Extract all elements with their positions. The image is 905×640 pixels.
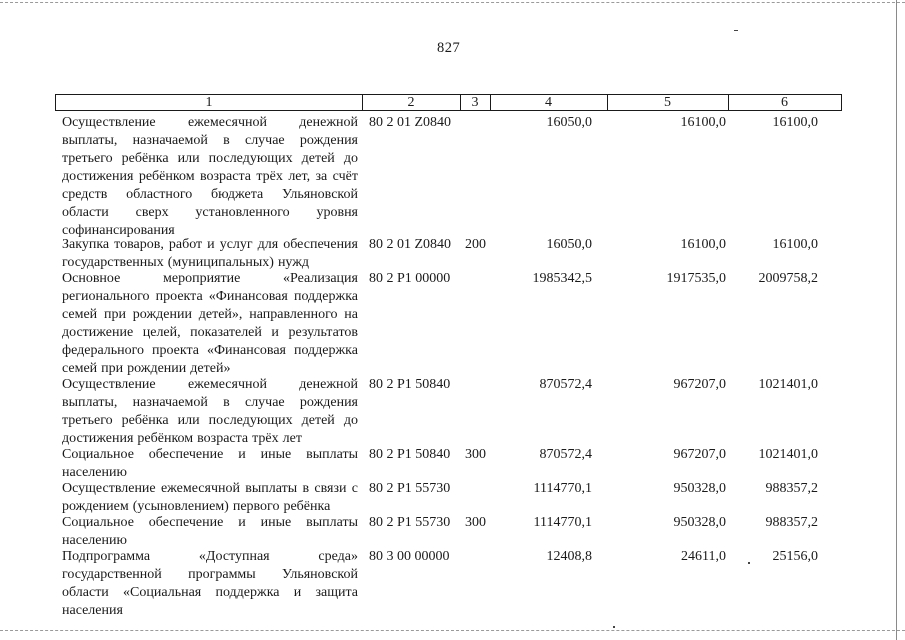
row-type: 300 [465, 515, 486, 530]
row-description: Социальное обеспечение и иные выплаты населению [62, 447, 358, 480]
row-value-col4: 870572,4 [539, 447, 592, 462]
row-description: Осуществление ежемесячной денежной выплаты, назначаемой в случае рождения третьего ребёнка или последующих детей до достижения ребёнком возраста трёх лет [62, 377, 358, 446]
row-value-col6: 988357,2 [765, 515, 818, 530]
row-code: 80 2 P1 50840 [369, 377, 451, 392]
row-code: 80 2 01 Z0840 [369, 115, 452, 130]
row-value-col5: 16100,0 [680, 237, 726, 252]
row-code: 80 2 P1 50840 [369, 447, 451, 462]
page-number: 827 [437, 40, 461, 56]
row-description: Подпрограмма «Доступная среда» государственной программы Ульяновской области «Социальная поддержка и защита населения [62, 549, 358, 618]
row-description: Осуществление ежемесячной денежной выплаты, назначаемой в случае рождения третьего ребёнка или последующих детей до достижения ребёнком возраста трёх лет, за счёт средств областного бюджета Ульяновской области сверх установленного уровня софинансирования [62, 115, 358, 238]
row-value-col4: 1114770,1 [533, 515, 592, 530]
scan-edge-bottom [0, 630, 905, 631]
row-value-col6: 2009758,2 [758, 271, 818, 286]
row-value-col4: 1985342,5 [532, 271, 592, 286]
row-description: Осуществление ежемесячной выплаты в связи с рождением (усыновлением) первого ребёнка [62, 481, 358, 514]
row-description: Социальное обеспечение и иные выплаты населению [62, 515, 358, 548]
row-code: 80 3 00 00000 [369, 549, 450, 564]
row-type: 200 [465, 237, 486, 252]
row-value-col5: 967207,0 [673, 447, 726, 462]
row-value-col5: 16100,0 [680, 115, 726, 130]
row-value-col4: 16050,0 [546, 237, 592, 252]
row-description: Закупка товаров, работ и услуг для обеспечения государственных (муниципальных) нужд [62, 237, 358, 270]
header-col-6: 6 [781, 95, 788, 110]
table-header [55, 94, 842, 111]
scan-speck [734, 30, 738, 31]
scan-edge-right [896, 0, 897, 640]
row-value-col6: 16100,0 [772, 115, 818, 130]
row-code: 80 2 01 Z0840 [369, 237, 452, 252]
row-value-col6: 25156,0 [772, 549, 818, 564]
scan-edge-top [0, 2, 905, 3]
row-value-col6: 1021401,0 [758, 377, 818, 392]
row-value-col5: 1917535,0 [666, 271, 726, 286]
header-col-2: 2 [407, 95, 415, 110]
row-value-col5: 950328,0 [673, 515, 726, 530]
header-col-3: 3 [471, 95, 479, 110]
row-value-col4: 870572,4 [539, 377, 592, 392]
row-value-col4: 16050,0 [546, 115, 592, 130]
header-col-5: 5 [664, 95, 671, 110]
row-code: 80 2 P1 55730 [369, 515, 451, 530]
row-value-col5: 950328,0 [673, 481, 726, 496]
row-type: 300 [465, 447, 486, 462]
row-code: 80 2 P1 55730 [369, 481, 451, 496]
row-value-col5: 967207,0 [673, 377, 726, 392]
header-col-1: 1 [205, 95, 213, 110]
row-code: 80 2 P1 00000 [369, 271, 451, 286]
scan-speck [613, 626, 615, 628]
row-value-col4: 1114770,1 [533, 481, 592, 496]
row-value-col6: 16100,0 [772, 237, 818, 252]
header-col-4: 4 [545, 95, 552, 110]
row-value-col5: 24611,0 [681, 549, 726, 564]
row-description: Основное мероприятие «Реализация регионального проекта «Финансовая поддержка семей при рождении детей», направленного на достижение целей, показателей и результатов федерального проекта «Финансовая поддержка семей при рождении детей» [62, 271, 358, 376]
row-value-col4: 12408,8 [546, 549, 592, 564]
row-value-col6: 1021401,0 [758, 447, 818, 462]
row-value-col6: 988357,2 [765, 481, 818, 496]
